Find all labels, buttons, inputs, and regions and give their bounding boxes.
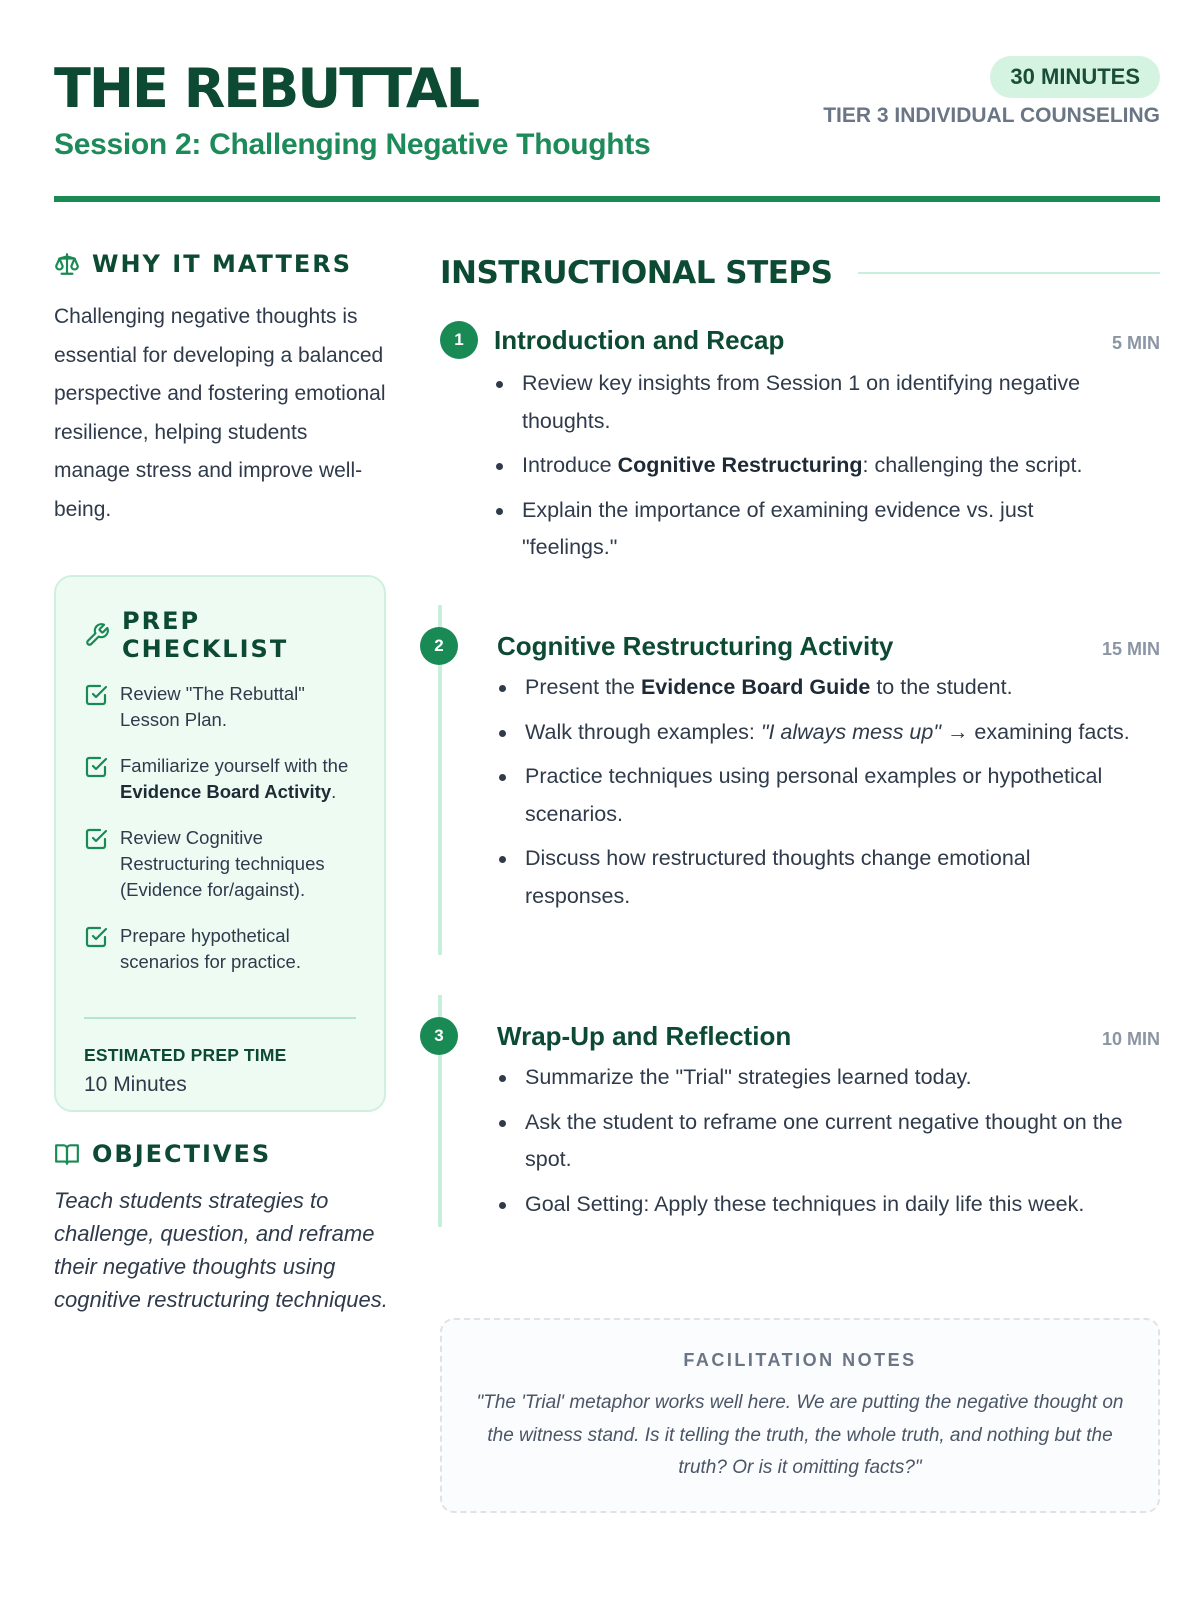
prep-time-label: ESTIMATED PREP TIME [84, 1045, 287, 1065]
steps-heading-row [440, 255, 1160, 291]
step-bullet: Summarize the "Trial" strategies learned today. [497, 1059, 1137, 1097]
step-title: Cognitive Restructuring Activity [497, 631, 894, 661]
prep-time-value: 10 Minutes [84, 1073, 187, 1096]
page-header [54, 56, 1160, 204]
checklist-text: Review "The Rebuttal" Lesson Plan. [120, 683, 305, 730]
checklist-item [84, 753, 356, 805]
tier-label: TIER 3 INDIVIDUAL COUNSELING [823, 104, 1160, 127]
step-bullet: Walk through examples: "I always mess up" → examining facts. [497, 714, 1137, 752]
steps-heading: INSTRUCTIONAL STEPS [440, 255, 833, 291]
prep-heading: PREP CHECKLIST [122, 607, 289, 663]
step-bullet: Ask the student to reframe one current negative thought on the spot. [497, 1104, 1137, 1179]
prep-divider [84, 1017, 356, 1019]
why-it-matters-section [54, 250, 389, 529]
step-bullet: Explain the importance of examining evidence vs. just "feelings." [494, 492, 1134, 567]
why-text: Challenging negative thoughts is essential for developing a balanced perspective and fostering emotional resilience, helping students manage stress and improve well-being. [54, 305, 386, 521]
checklist-text: Prepare hypothetical scenarios for practice. [120, 925, 301, 972]
step-number-badge: 1 [440, 321, 478, 359]
objectives-heading: OBJECTIVES [92, 1140, 272, 1168]
step-bullet: Discuss how restructured thoughts change emotional responses. [497, 840, 1137, 915]
step-number-badge: 3 [420, 1017, 458, 1055]
step-title: Wrap-Up and Reflection [497, 1021, 792, 1051]
step-number-badge: 2 [420, 627, 458, 665]
step-bullet: Introduce Cognitive Restructuring: challenging the script. [494, 447, 1134, 485]
book-icon [54, 1141, 80, 1167]
facilitation-notes-box [440, 1318, 1160, 1513]
scale-icon [54, 251, 80, 277]
checkbox-checked-icon [84, 925, 108, 949]
step-duration: 15 MIN [1101, 639, 1160, 659]
step-bullet: Practice techniques using personal examples or hypothetical scenarios. [497, 758, 1137, 833]
why-heading-row [54, 250, 389, 278]
step-bullets [497, 1059, 1137, 1230]
session-subtitle: Session 2: Challenging Negative Thoughts [54, 128, 651, 161]
header-divider [54, 196, 1160, 202]
step-duration: 5 MIN [1111, 333, 1160, 353]
step-bullet: Goal Setting: Apply these techniques in daily life this week. [497, 1186, 1137, 1224]
prep-heading-row [84, 607, 356, 663]
steps-heading-rule [858, 272, 1160, 274]
objectives-heading-row [54, 1140, 399, 1168]
prep-checklist [84, 681, 356, 975]
checklist-text: Review Cognitive Restructuring techniques (Evidence for/against). [120, 827, 325, 900]
duration-badge: 30 MINUTES [990, 56, 1160, 98]
step-duration: 10 MIN [1101, 1029, 1160, 1049]
step-bullet: Review key insights from Session 1 on identifying negative thoughts. [494, 365, 1134, 440]
checkbox-checked-icon [84, 755, 108, 779]
step-bullets [497, 669, 1137, 922]
objectives-section [54, 1140, 399, 1316]
checklist-text: Familiarize yourself with the Evidence Board Activity. [120, 755, 349, 802]
step-title: Introduction and Recap [494, 325, 785, 355]
why-heading: WHY IT MATTERS [92, 250, 352, 278]
page-title: THE REBUTTAL [54, 57, 479, 120]
left-column [54, 250, 389, 1312]
prep-checklist-card [54, 575, 386, 1112]
notes-heading: FACILITATION NOTES [683, 1350, 917, 1370]
notes-text: "The 'Trial' metaphor works well here. We are putting the negative thought on the witness stand. Is it telling the truth, the whole truth, and nothing but the truth? Or is it omitting facts?" [476, 1392, 1124, 1478]
checkbox-checked-icon [84, 683, 108, 707]
checkbox-checked-icon [84, 827, 108, 851]
step-bullets [494, 365, 1134, 574]
step-bullet: Present the Evidence Board Guide to the student. [497, 669, 1137, 707]
checklist-item [84, 923, 356, 975]
checklist-item [84, 825, 356, 903]
objectives-text: Teach students strategies to challenge, question, and reframe their negative thoughts using cognitive restructuring techniques. [54, 1188, 388, 1312]
checklist-item [84, 681, 356, 733]
right-column [434, 255, 1160, 1216]
wrench-icon [84, 622, 110, 648]
